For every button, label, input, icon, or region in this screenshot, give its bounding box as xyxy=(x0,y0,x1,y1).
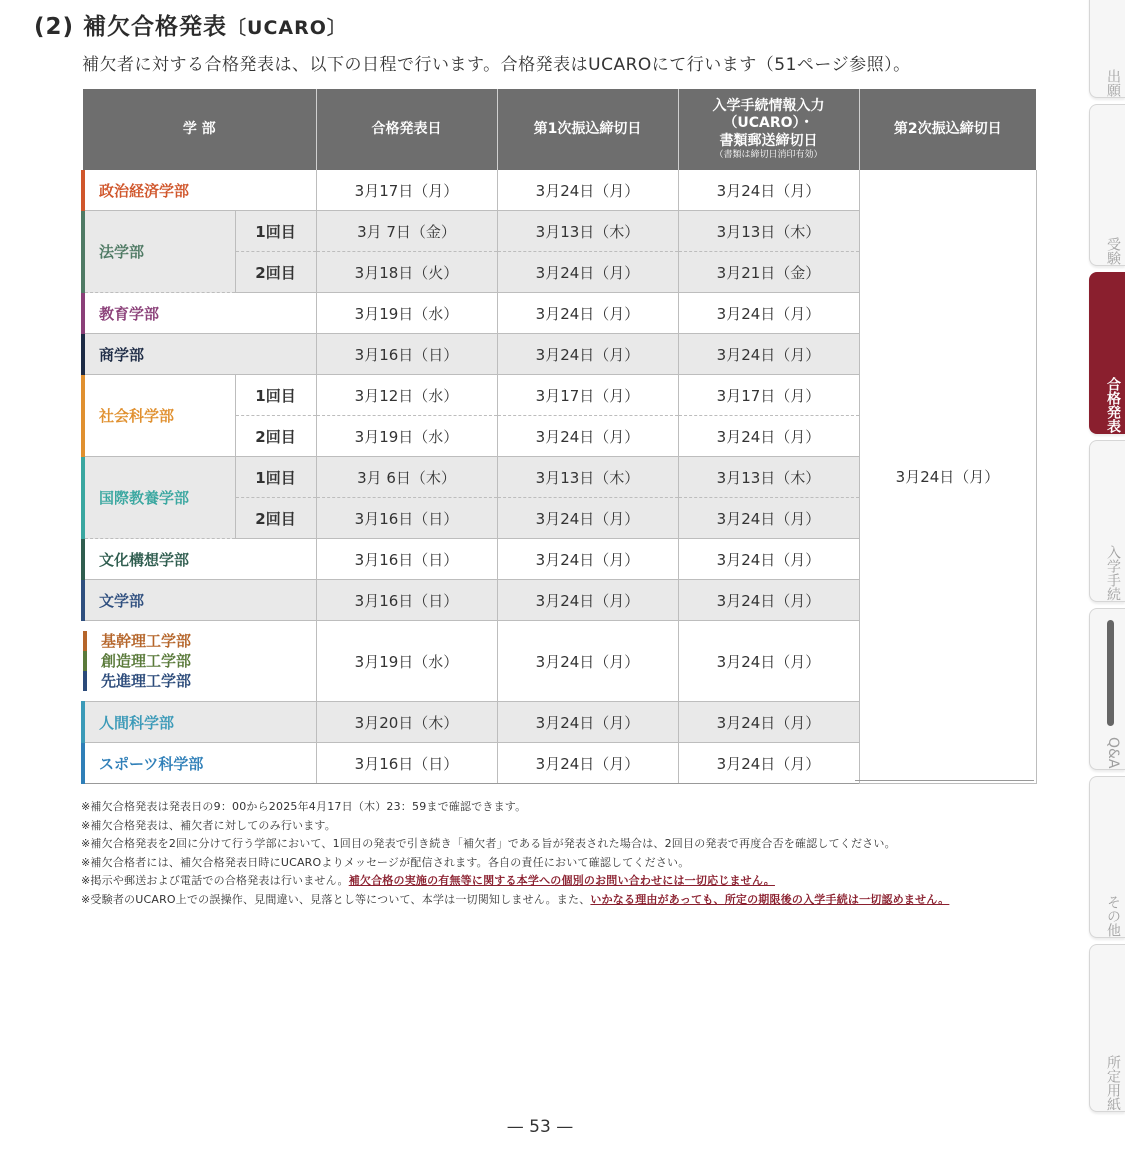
first-deadline: 3月24日（月） xyxy=(497,416,678,457)
header-first-deadline: 第1次振込締切日 xyxy=(497,89,678,170)
tab-enrollment[interactable]: 入学手続 xyxy=(1089,440,1125,602)
section-title xyxy=(34,8,347,41)
sidebar-tabs xyxy=(1089,0,1125,1115)
faculty-name: 創造理工学部 xyxy=(83,651,316,671)
first-deadline: 3月24日（月） xyxy=(497,580,678,621)
announce-date: 3月16日（日） xyxy=(316,743,497,784)
faculty-name: 法学部 xyxy=(83,211,235,293)
note-text: ※掲示や郵送および電話での合格発表は行いません。 xyxy=(81,874,349,888)
note-text: ※受験者のUCARO上での誤操作、見間違い、見落とし等について、本学は一切関知しません。また、 xyxy=(81,892,591,906)
header-second-deadline: 第2次振込締切日 xyxy=(859,89,1036,170)
header-procedure-note: （書類は締切日消印有効） xyxy=(714,150,823,161)
first-deadline: 3月24日（月） xyxy=(497,539,678,580)
round-label: 1回目 xyxy=(235,457,316,498)
notes xyxy=(81,798,949,910)
faculty-name: スポーツ科学部 xyxy=(83,743,316,784)
first-deadline: 3月24日（月） xyxy=(497,621,678,702)
announce-date: 3月 7日（金） xyxy=(316,211,497,252)
faculty-name: 教育学部 xyxy=(83,293,316,334)
procedure-deadline: 3月24日（月） xyxy=(678,743,859,784)
header-procedure-line3: 書類郵送締切日 xyxy=(719,132,818,149)
procedure-deadline: 3月24日（月） xyxy=(678,702,859,743)
header-faculty: 学 部 xyxy=(83,89,316,170)
header-procedure-line1: 入学手続情報入力 xyxy=(712,97,825,114)
announce-date: 3月12日（水） xyxy=(316,375,497,416)
procedure-deadline: 3月13日（木） xyxy=(678,211,859,252)
first-deadline: 3月24日（月） xyxy=(497,252,678,293)
announce-date: 3月18日（火） xyxy=(316,252,497,293)
faculty-name-group xyxy=(83,621,316,702)
procedure-deadline: 3月24日（月） xyxy=(678,416,859,457)
procedure-deadline: 3月17日（月） xyxy=(678,375,859,416)
first-deadline: 3月24日（月） xyxy=(497,743,678,784)
announcement-schedule-table xyxy=(81,89,1037,784)
scrollbar-thumb[interactable] xyxy=(1107,620,1114,726)
announce-date: 3月16日（日） xyxy=(316,580,497,621)
table-row xyxy=(83,170,1036,211)
announce-date: 3月19日（水） xyxy=(316,416,497,457)
page-number: — 53 — xyxy=(506,1117,574,1137)
note-line: ※補欠合格発表は、補欠者に対してのみ行います。 xyxy=(81,818,336,832)
announce-date: 3月20日（木） xyxy=(316,702,497,743)
note-line xyxy=(81,872,949,891)
procedure-deadline: 3月24日（月） xyxy=(678,539,859,580)
round-label: 2回目 xyxy=(235,498,316,539)
header-procedure-deadline xyxy=(678,89,859,170)
first-deadline: 3月13日（木） xyxy=(497,211,678,252)
tab-other[interactable]: その他 xyxy=(1089,776,1125,938)
tab-results[interactable]: 合格発表 xyxy=(1089,272,1125,434)
table-header-row xyxy=(83,89,1036,170)
first-deadline: 3月24日（月） xyxy=(497,702,678,743)
faculty-name: 政治経済学部 xyxy=(83,170,316,211)
announce-date: 3月19日（水） xyxy=(316,621,497,702)
procedure-deadline: 3月13日（木） xyxy=(678,457,859,498)
intro-text: 補欠者に対する合格発表は、以下の日程で行います。合格発表はUCAROにて行います（51ページ参照）。 xyxy=(82,55,911,75)
procedure-deadline: 3月21日（金） xyxy=(678,252,859,293)
faculty-name: 人間科学部 xyxy=(83,702,316,743)
round-label: 1回目 xyxy=(235,211,316,252)
procedure-deadline: 3月24日（月） xyxy=(678,621,859,702)
tab-exam[interactable]: 受験 xyxy=(1089,104,1125,266)
round-label: 1回目 xyxy=(235,375,316,416)
note-emphasis: 補欠合格の実施の有無等に関する本学への個別のお問い合わせには一切応じません。 xyxy=(348,874,775,888)
tab-forms[interactable]: 所定用紙 xyxy=(1089,944,1125,1112)
procedure-deadline: 3月24日（月） xyxy=(678,498,859,539)
note-line xyxy=(81,891,949,910)
faculty-name: 先進理工学部 xyxy=(83,671,316,691)
procedure-deadline: 3月24日（月） xyxy=(678,334,859,375)
faculty-name: 商学部 xyxy=(83,334,316,375)
faculty-name: 文化構想学部 xyxy=(83,539,316,580)
round-label: 2回目 xyxy=(235,416,316,457)
first-deadline: 3月17日（月） xyxy=(497,375,678,416)
announce-date: 3月19日（水） xyxy=(316,293,497,334)
section-subheading: 〔UCARO〕 xyxy=(227,17,347,39)
first-deadline: 3月13日（木） xyxy=(497,457,678,498)
announce-date: 3月17日（月） xyxy=(316,170,497,211)
second-deadline: 3月24日（月） xyxy=(859,170,1036,784)
tab-qa[interactable]: Q&A xyxy=(1089,608,1125,770)
round-label: 2回目 xyxy=(235,252,316,293)
announce-date: 3月16日（日） xyxy=(316,539,497,580)
table-bottom-rule xyxy=(855,780,1034,781)
first-deadline: 3月24日（月） xyxy=(497,498,678,539)
section-heading: 補欠合格発表 xyxy=(83,14,228,40)
note-line: ※補欠合格発表は発表日の9：00から2025年4月17日（木）23：59まで確認できます。 xyxy=(81,800,527,813)
tab-application[interactable]: 出願 xyxy=(1089,0,1125,98)
note-line: ※補欠合格者には、補欠合格発表日時にUCAROよりメッセージが配信されます。各自の責任において確認してください。 xyxy=(81,855,690,869)
announce-date: 3月16日（日） xyxy=(316,498,497,539)
note-line: ※補欠合格発表を2回に分けて行う学部において、1回目の発表で引き続き「補欠者」である旨が発表された場合は、2回目の発表で再度合否を確認してください。 xyxy=(81,837,896,851)
header-announce-date: 合格発表日 xyxy=(316,89,497,170)
section-number: (2) xyxy=(34,14,75,40)
first-deadline: 3月24日（月） xyxy=(497,293,678,334)
note-emphasis: いかなる理由があっても、所定の期限後の入学手続は一切認めません。 xyxy=(590,892,950,906)
procedure-deadline: 3月24日（月） xyxy=(678,293,859,334)
announce-date: 3月16日（日） xyxy=(316,334,497,375)
first-deadline: 3月24日（月） xyxy=(497,334,678,375)
header-procedure-line2: （UCARO）・ xyxy=(723,115,814,132)
procedure-deadline: 3月24日（月） xyxy=(678,580,859,621)
procedure-deadline: 3月24日（月） xyxy=(678,170,859,211)
faculty-name: 社会科学部 xyxy=(83,375,235,457)
faculty-name: 基幹理工学部 xyxy=(83,631,316,651)
faculty-name: 文学部 xyxy=(83,580,316,621)
first-deadline: 3月24日（月） xyxy=(497,170,678,211)
faculty-name: 国際教養学部 xyxy=(83,457,235,539)
announce-date: 3月 6日（木） xyxy=(316,457,497,498)
